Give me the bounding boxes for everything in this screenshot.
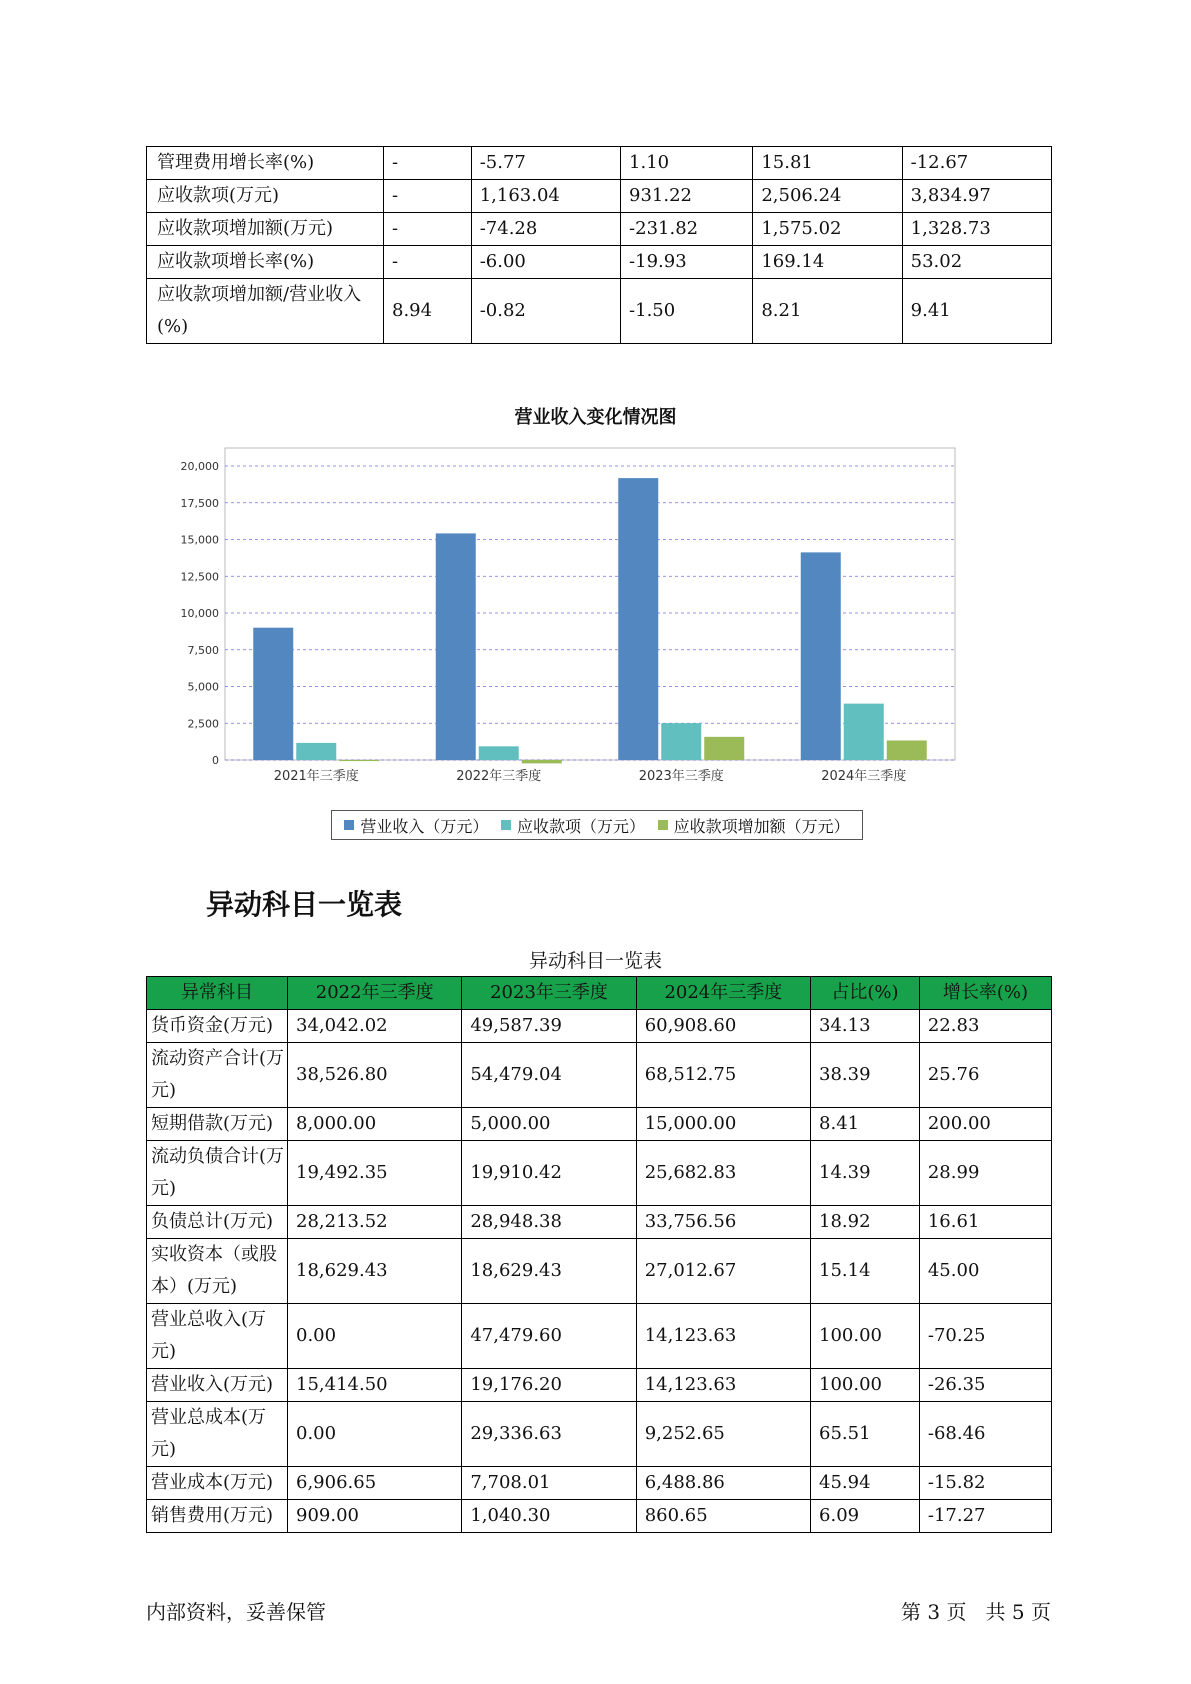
row-label: 应收款项增长率(%) [147,246,384,279]
bar-1-3 [844,704,884,760]
y-tick-label: 12,500 [180,570,219,584]
table-cell: 15.81 [753,147,902,180]
bar-2-0 [339,760,379,761]
table-cell: 53.02 [902,246,1051,279]
y-tick-label: 7,500 [187,643,219,657]
y-tick-label: 5,000 [187,680,219,694]
table-row [147,1108,1052,1141]
table-cell: 1,328.73 [902,213,1051,246]
table-cell: -5.77 [471,147,620,180]
legend-swatch-receivables [501,820,511,830]
y-tick-label: 0 [212,754,219,767]
legend-swatch-revenue [344,820,354,830]
y-tick-label: 10,000 [180,607,219,620]
table-cell: 18,629.43 [462,1239,636,1304]
table-cell: 28,948.38 [462,1206,636,1239]
table-cell: 8.94 [384,279,472,344]
bar-0-0 [253,628,293,760]
table-cell: 2,506.24 [753,180,902,213]
table-cell: 19,176.20 [462,1369,636,1402]
table-cell: 19,910.42 [462,1141,636,1206]
table-cell: 38,526.80 [288,1043,462,1108]
row-label: 货币资金(万元) [147,1010,288,1043]
x-tick-label: 2024年三季度 [821,769,907,784]
table-row [147,180,1052,213]
x-tick-label: 2021年三季度 [273,769,359,784]
table-cell: 1,575.02 [753,213,902,246]
row-label: 营业成本(万元) [147,1467,288,1500]
table-cell: 1,040.30 [462,1500,636,1533]
table-cell: 33,756.56 [636,1206,810,1239]
legend-swatch-receivables-increase [658,820,668,830]
bar-0-1 [436,533,476,760]
table-cell: 65.51 [811,1402,920,1467]
table-cell: 19,492.35 [288,1141,462,1206]
table-row [147,1467,1052,1500]
table-cell: 3,834.97 [902,180,1051,213]
bar-2-3 [887,740,927,760]
column-header: 2023年三季度 [462,977,636,1010]
anomaly-items-table [146,976,1052,1533]
legend-label-receivables: 应收款项（万元） [516,816,645,836]
table-cell: 7,708.01 [462,1467,636,1500]
table-cell: -12.67 [902,147,1051,180]
legend-item-receivables [501,814,645,837]
table-cell: 15,000.00 [636,1108,810,1141]
table-cell: 22.83 [919,1010,1051,1043]
table-cell: 27,012.67 [636,1239,810,1304]
table-cell: -6.00 [471,246,620,279]
table-cell: -68.46 [919,1402,1051,1467]
table-cell: 909.00 [288,1500,462,1533]
table-caption: 异动科目一览表 [528,950,662,972]
bar-0-2 [618,478,658,760]
bar-1-1 [479,746,519,760]
column-header: 2022年三季度 [288,977,462,1010]
table-cell: - [384,180,472,213]
table-cell: -74.28 [471,213,620,246]
row-label: 实收资本（或股本）(万元) [147,1239,288,1304]
table-cell: 18.92 [811,1206,920,1239]
table-cell: 34.13 [811,1010,920,1043]
column-header: 2024年三季度 [636,977,810,1010]
y-tick-label: 17,500 [180,496,219,510]
table-cell: -70.25 [919,1304,1051,1369]
table-cell: 45.00 [919,1239,1051,1304]
table-cell: 47,479.60 [462,1304,636,1369]
table-cell: 14.39 [811,1141,920,1206]
bar-0-3 [801,552,841,760]
table-cell: 8.21 [753,279,902,344]
table-header-row [147,977,1052,1010]
table-cell: 25.76 [919,1043,1051,1108]
table-cell: -231.82 [621,213,753,246]
table-cell: 25,682.83 [636,1141,810,1206]
table-cell: 860.65 [636,1500,810,1533]
y-tick-label: 20,000 [180,460,219,473]
financial-metrics-table [146,146,1052,344]
column-header: 增长率(%) [919,977,1051,1010]
table-cell: 6,488.86 [636,1467,810,1500]
bar-1-0 [296,743,336,760]
table-cell: 14,123.63 [636,1304,810,1369]
table-cell: -19.93 [621,246,753,279]
y-tick-label: 15,000 [180,533,219,547]
table-row [147,213,1052,246]
table-cell: 29,336.63 [462,1402,636,1467]
row-label: 短期借款(万元) [147,1108,288,1141]
table-cell: 54,479.04 [462,1043,636,1108]
table-cell: - [384,213,472,246]
table-cell: 100.00 [811,1369,920,1402]
row-label: 营业总成本(万元) [147,1402,288,1467]
table-cell: 0.00 [288,1304,462,1369]
legend-item-revenue [344,814,488,837]
table-cell: 28,213.52 [288,1206,462,1239]
table-cell: 34,042.02 [288,1010,462,1043]
table-cell: 38.39 [811,1043,920,1108]
table-cell: 60,908.60 [636,1010,810,1043]
table-cell: - [384,147,472,180]
x-tick-label: 2023年三季度 [638,769,724,784]
table-cell: 1,163.04 [471,180,620,213]
row-label: 销售费用(万元) [147,1500,288,1533]
table-row [147,1500,1052,1533]
table-row [147,1141,1052,1206]
table-cell: 68,512.75 [636,1043,810,1108]
table-cell: 5,000.00 [462,1108,636,1141]
table-cell: 0.00 [288,1402,462,1467]
table-row [147,1239,1052,1304]
table-cell: 14,123.63 [636,1369,810,1402]
table-row [147,1369,1052,1402]
table-row [147,147,1052,180]
row-label: 应收款项增加额/营业收入(%) [147,279,384,344]
table-cell: 6.09 [811,1500,920,1533]
table-cell: 8,000.00 [288,1108,462,1141]
row-label: 负债总计(万元) [147,1206,288,1239]
row-label: 应收款项增加额(万元) [147,213,384,246]
table-cell: -26.35 [919,1369,1051,1402]
row-label: 管理费用增长率(%) [147,147,384,180]
table-cell: 931.22 [621,180,753,213]
table-row [147,279,1052,344]
table-cell: 200.00 [919,1108,1051,1141]
column-header: 占比(%) [811,977,920,1010]
bar-2-2 [704,737,744,760]
chart-legend [331,810,863,840]
x-tick-label: 2022年三季度 [456,769,542,784]
row-label: 流动资产合计(万元) [147,1043,288,1108]
table-cell: 28.99 [919,1141,1051,1206]
legend-item-receivables-increase [658,814,850,837]
table-cell: 15.14 [811,1239,920,1304]
row-label: 营业总收入(万元) [147,1304,288,1369]
table-cell: 169.14 [753,246,902,279]
table-row [147,1206,1052,1239]
table-cell: -1.50 [621,279,753,344]
column-header: 异常科目 [147,977,288,1010]
table-cell: -15.82 [919,1467,1051,1500]
table-cell: 6,906.65 [288,1467,462,1500]
section-title: 异动科目一览表 [206,888,403,921]
table-row [147,246,1052,279]
row-label: 营业收入(万元) [147,1369,288,1402]
table-cell: -17.27 [919,1500,1051,1533]
table-cell: - [384,246,472,279]
row-label: 应收款项(万元) [147,180,384,213]
legend-label-revenue: 营业收入（万元） [360,816,489,836]
row-label: 流动负债合计(万元) [147,1141,288,1206]
revenue-bar-chart [160,430,960,810]
table-cell: -0.82 [471,279,620,344]
table-cell: 9,252.65 [636,1402,810,1467]
chart-title: 营业收入变化情况图 [514,407,677,428]
table-cell: 9.41 [902,279,1051,344]
table-cell: 16.61 [919,1206,1051,1239]
table-row [147,1402,1052,1467]
footer-confidential-note: 内部资料，妥善保管 [146,1600,326,1624]
table-cell: 49,587.39 [462,1010,636,1043]
bar-2-1 [522,760,562,763]
table-cell: 45.94 [811,1467,920,1500]
table-cell: 1.10 [621,147,753,180]
table-row [147,1304,1052,1369]
footer-page-number: 第 3 页 共 5 页 [901,1600,1051,1624]
table-cell: 15,414.50 [288,1369,462,1402]
table-row [147,1010,1052,1043]
table-cell: 100.00 [811,1304,920,1369]
y-tick-label: 2,500 [187,717,219,731]
bar-1-2 [661,723,701,760]
table-cell: 18,629.43 [288,1239,462,1304]
table-row [147,1043,1052,1108]
legend-label-receivables-increase: 应收款项增加额（万元） [673,816,850,836]
table-cell: 8.41 [811,1108,920,1141]
